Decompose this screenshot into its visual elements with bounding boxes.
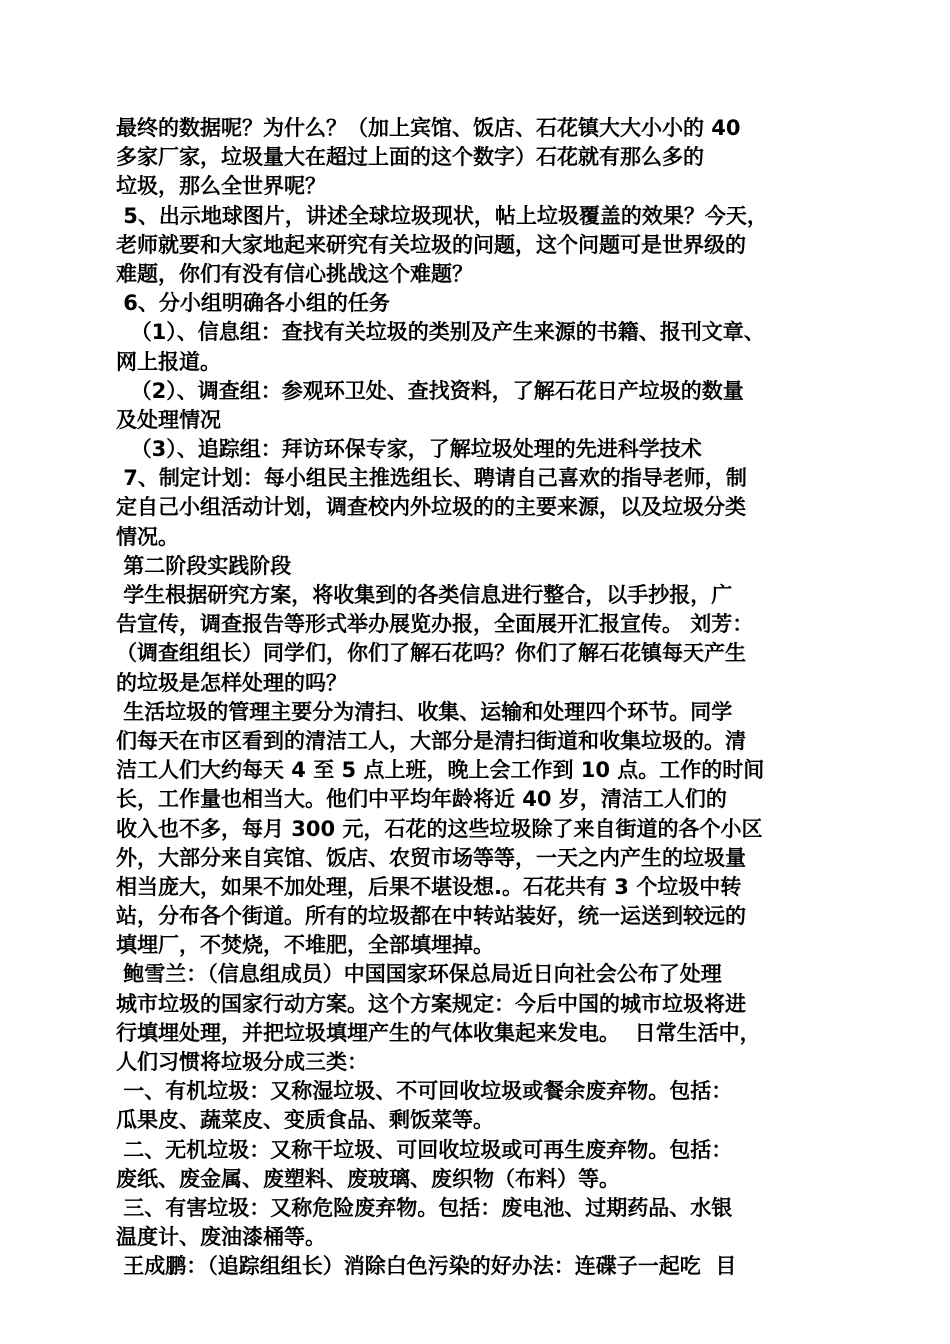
text-line: 告宣传，调查报告等形式举办展览办报，全面展开汇报宣传。 刘芳： [116,612,754,637]
text-line: 站，分布各个街道。所有的垃圾都在中转站装好，统一运送到较远的 [116,904,746,929]
text-line: 第二阶段实践阶段 [116,553,292,578]
text-line: 王成鹏：（追踪组组长）消除白色污染的好办法：连碟子一起吃 目 [116,1254,737,1279]
text-line: （2）、调查组：参观环卫处、查找资料，了解石花日产垃圾的数量 [116,378,744,403]
text-line: 瓜果皮、蔬菜皮、变质食品、剩饭菜等。 [116,1108,494,1133]
text-line: 老师就要和大家地起来研究有关垃圾的问题，这个问题可是世界级的 [116,232,746,257]
text-line: 鲍雪兰：（信息组成员）中国国家环保总局近日向社会公布了处理 [116,962,722,987]
document-body [116,114,846,1282]
text-line: 5、出示地球图片，讲述全球垃圾现状，帖上垃圾覆盖的效果？今天， [116,203,768,228]
text-line: 最终的数据呢？为什么？（加上宾馆、饭店、石花镇大大小小的 40 [116,116,741,140]
text-line: 外，大部分来自宾馆、饭店、农贸市场等等，一天之内产生的垃圾量 [116,845,746,870]
text-line: 人们习惯将垃圾分成三类： [116,1050,368,1074]
text-line: 6、分小组明确各小组的任务 [116,291,390,316]
text-line: 长，工作量也相当大。他们中平均年龄将近 40 岁，清洁工人们的 [116,787,727,812]
text-line: （3）、追踪组：拜访环保专家，了解垃圾处理的先进科学技术 [116,437,702,462]
text-line: 们每天在市区看到的清洁工人，大部分是清扫街道和收集垃圾的。清 [116,728,746,753]
text-line: 洁工人们大约每天 4 至 5 点上班，晚上会工作到 10 点。工作的时间 [116,758,765,783]
text-line: 相当庞大，如果不加处理，后果不堪设想.。石花共有 3 个垃圾中转 [116,874,742,899]
text-line: 及处理情况 [116,407,221,432]
text-line: 二、无机垃圾：又称干垃圾、可回收垃圾或可再生废弃物。包括： [116,1137,733,1162]
text-line: 学生根据研究方案，将收集到的各类信息进行整合，以手抄报，广 [116,583,733,607]
text-line: 的垃圾是怎样处理的吗？ [116,670,347,695]
text-line: 网上报道。 [116,349,221,374]
text-line: （1）、信息组：查找有关垃圾的类别及产生来源的书籍、报刊文章、 [116,320,765,345]
text-line: 填埋厂，不焚烧，不堆肥，全部填埋掉。 [116,933,494,958]
text-line: 定自己小组活动计划，调查校内外垃圾的的主要来源，以及垃圾分类 [116,495,746,520]
text-line: 一、有机垃圾：又称湿垃圾、不可回收垃圾或餐余废弃物。包括： [116,1079,733,1104]
text-line: 7、制定计划：每小组民主推选组长、聘请自己喜欢的指导老师，制 [116,466,747,491]
text-line: 多家厂家，垃圾量大在超过上面的这个数字）石花就有那么多的 [116,145,704,170]
text-line: 收入也不多，每月 300 元，石花的这些垃圾除了来自街道的各个小区 [116,816,763,841]
text-line: 难题，你们有没有信心挑战这个难题？ [116,261,473,286]
text-line: 行填埋处理，并把垃圾填埋产生的气体收集起来发电。 日常生活中， [116,1020,761,1045]
text-line: 情况。 [116,524,179,549]
text-line: 废纸、废金属、废塑料、废玻璃、废织物（布料）等。 [116,1166,620,1191]
text-line: 温度计、废油漆桶等。 [116,1225,326,1250]
text-line: 城市垃圾的国家行动方案。这个方案规定：今后中国的城市垃圾将进 [116,991,746,1016]
text-line: 三、有害垃圾：又称危险废弃物。包括：废电池、过期药品、水银 [116,1195,733,1220]
text-line: 生活垃圾的管理主要分为清扫、收集、运输和处理四个环节。同学 [116,699,733,724]
text-line: 垃圾，那么全世界呢？ [116,174,326,199]
text-line: （调查组组长）同学们，你们了解石花吗？你们了解石花镇每天产生 [116,641,746,666]
